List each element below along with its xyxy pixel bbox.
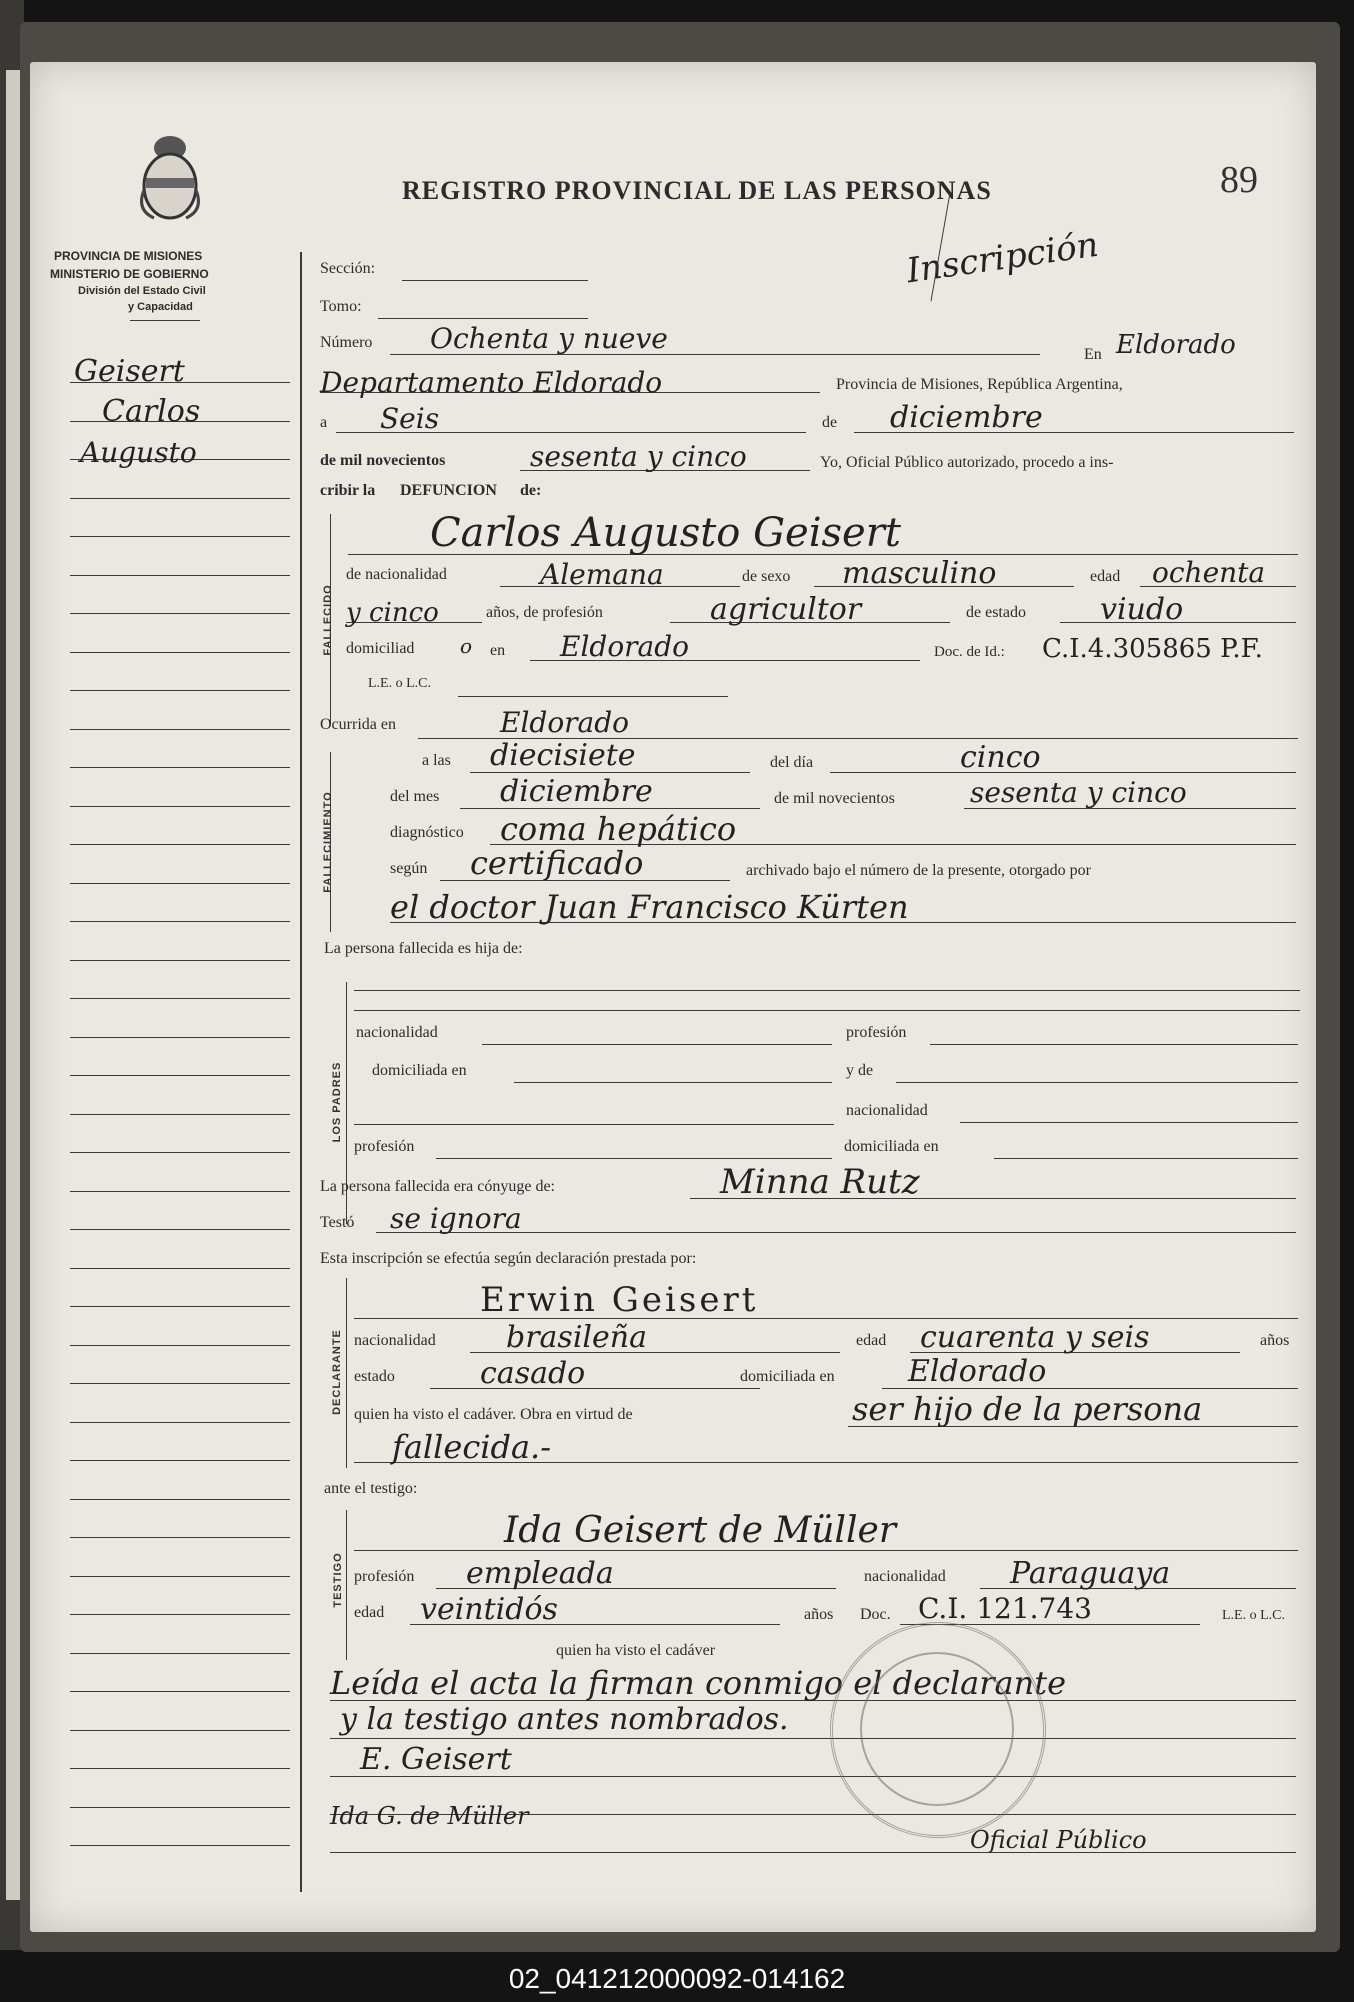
de-mil-label: de mil novecientos: [320, 452, 446, 469]
profesion-label: años, de profesión: [486, 604, 603, 621]
y-de-label: y de: [846, 1062, 874, 1079]
mes-value: diciembre: [890, 400, 1043, 435]
margin-rule: [70, 652, 290, 653]
quien-visto-label: quien ha visto el cadáver. Obra en virtud de: [354, 1406, 633, 1423]
edad-value-2: y cinco: [346, 598, 439, 628]
margin-rule: [70, 536, 290, 537]
image-id-caption: 02_041212000092-014162: [0, 1955, 1354, 2002]
conyuge-value: Minna Rutz: [720, 1162, 920, 1202]
coat-of-arms-icon: [134, 130, 206, 222]
diagnostico-value: coma hepático: [500, 810, 737, 848]
del-mes-label: del mes: [390, 788, 440, 805]
testigo-side-label: TESTIGO: [332, 1552, 344, 1608]
margin-rule: [70, 498, 290, 499]
test-nacionalidad-value: Paraguaya: [1010, 1556, 1171, 1591]
archivado-label: archivado bajo el número de la presente, otorgado por: [746, 862, 1091, 879]
a-label: a: [320, 414, 328, 431]
margin-rule: [70, 883, 290, 884]
margin-divider: [300, 252, 302, 1892]
cribir-label: cribir la: [320, 482, 376, 499]
margin-rule: [70, 1383, 290, 1384]
decl-edad-value: cuarenta y seis: [920, 1320, 1150, 1355]
mes-fallec-value: diciembre: [500, 774, 653, 809]
leida-value-1: Leída el acta la firman conmigo el declarante: [330, 1664, 1067, 1702]
division-label-1: División del Estado Civil: [78, 285, 206, 297]
test-le-lc-label: L.E. o L.C.: [1222, 1608, 1285, 1623]
ano-value: sesenta y cinco: [530, 440, 747, 473]
margin-rule: [70, 1152, 290, 1153]
margin-rule: [70, 1306, 290, 1307]
conyuge-label: La persona fallecida era cónyuge de:: [320, 1178, 555, 1195]
nacionalidad-label: de nacionalidad: [346, 566, 447, 583]
test-nacionalidad-label: nacionalidad: [864, 1568, 946, 1585]
margin-rule: [70, 1037, 290, 1038]
margin-rule: [70, 767, 290, 768]
test-edad-value: veintidós: [420, 1592, 558, 1627]
fallecimiento-side-label: FALLECIMIENTO: [322, 791, 334, 893]
register-page: [30, 62, 1316, 1932]
margin-rule: [70, 1345, 290, 1346]
test-anos-label: años: [804, 1606, 834, 1623]
test-edad-label: edad: [354, 1604, 385, 1621]
margin-rule: [70, 1537, 290, 1538]
margin-name-1: Carlos: [102, 394, 201, 429]
signature-testigo: Ida G. de Müller: [330, 1802, 529, 1830]
departamento-value: Departamento Eldorado: [320, 366, 663, 399]
provincia-label: Provincia de Misiones, República Argentina,: [836, 376, 1123, 393]
en-value: Eldorado: [1116, 330, 1236, 360]
domiciliad-label: domiciliad: [346, 640, 415, 657]
testo-label: Testó: [320, 1214, 355, 1231]
numero-value: Ochenta y nueve: [430, 322, 668, 355]
edad-value-1: ochenta: [1152, 556, 1266, 589]
decl-domiciliada-label: domiciliada en: [740, 1368, 835, 1385]
ocurrida-label: Ocurrida en: [320, 716, 396, 733]
padres-nacionalidad-2-label: nacionalidad: [846, 1102, 928, 1119]
test-doc-label: Doc.: [860, 1606, 891, 1623]
margin-rule: [70, 690, 290, 691]
padres-domiciliada-label: domiciliada en: [372, 1062, 467, 1079]
test-profesion-value: empleada: [466, 1556, 614, 1591]
diagnostico-label: diagnóstico: [390, 824, 464, 841]
register-title: REGISTRO PROVINCIAL DE LAS PERSONAS: [402, 176, 992, 205]
decl-anos-label: años: [1260, 1332, 1290, 1349]
domicilio-value: Eldorado: [560, 630, 690, 663]
decl-nacionalidad-label: nacionalidad: [354, 1332, 436, 1349]
margin-rule: [70, 1845, 290, 1846]
margin-surname: Geisert: [74, 354, 185, 389]
persona-hija-label: La persona fallecida es hija de:: [324, 940, 523, 957]
en-label: En: [1084, 346, 1102, 363]
test-profesion-label: profesión: [354, 1568, 415, 1585]
margin-rule: [70, 1768, 290, 1769]
padres-profesion-2-label: profesión: [354, 1138, 415, 1155]
a-las-label: a las: [422, 752, 451, 769]
defuncion-label: DEFUNCION: [400, 482, 497, 499]
signature-oficial: Oficial Público: [970, 1826, 1147, 1854]
margin-rule: [70, 1075, 290, 1076]
page-number: 89: [1220, 159, 1258, 201]
profesion-value: agricultor: [710, 592, 862, 627]
margin-rule: [70, 1730, 290, 1731]
margin-rule: [70, 1229, 290, 1230]
padres-domiciliada-2-label: domiciliada en: [844, 1138, 939, 1155]
le-lc-label: L.E. o L.C.: [368, 676, 431, 691]
decl-estado-value: casado: [480, 1356, 586, 1391]
medico-value: el doctor Juan Francisco Kürten: [390, 888, 909, 926]
decl-edad-label: edad: [856, 1332, 887, 1349]
seccion-label: Sección:: [320, 260, 376, 277]
decl-virtud-value-2: fallecida.-: [392, 1428, 552, 1466]
nombre-value: Carlos Augusto Geisert: [430, 510, 901, 556]
margin-rule: [70, 1460, 290, 1461]
de-mil-novecientos-label: de mil novecientos: [774, 790, 895, 807]
margin-rule: [70, 1422, 290, 1423]
margin-rule: [70, 575, 290, 576]
ante-testigo-label: ante el testigo:: [324, 1480, 418, 1497]
numero-label: Número: [320, 334, 373, 351]
declarante-side-label: DECLARANTE: [331, 1329, 343, 1415]
doc-id-label: Doc. de Id.:: [934, 644, 1005, 660]
margin-rule: [70, 613, 290, 614]
margin-rule: [70, 1691, 290, 1692]
decl-nacionalidad-value: brasileña: [506, 1320, 647, 1355]
del-dia-label: del día: [770, 754, 814, 771]
official-stamp-inner-icon: [860, 1652, 1014, 1806]
inscripcion-label: Esta inscripción se efectúa según declaración prestada por:: [320, 1250, 697, 1267]
estado-label: de estado: [966, 604, 1026, 621]
estado-value: viudo: [1100, 592, 1184, 627]
segun-label: según: [390, 860, 428, 877]
division-label-2: y Capacidad: [128, 301, 193, 313]
testigo-value: Ida Geisert de Müller: [504, 1510, 897, 1551]
ocurrida-value: Eldorado: [500, 706, 630, 739]
leida-value-2: y la testigo antes nombrados.: [340, 1702, 789, 1737]
margin-rule: [70, 921, 290, 922]
los-padres-side-label: LOS PADRES: [331, 1061, 343, 1143]
margin-rule: [70, 1114, 290, 1115]
margin-rule: [70, 1807, 290, 1808]
sexo-label: de sexo: [742, 568, 791, 585]
padres-profesion-label: profesión: [846, 1024, 907, 1041]
margin-rule: [70, 1653, 290, 1654]
yo-oficial-label: Yo, Oficial Público autorizado, procedo a ins-: [820, 454, 1114, 471]
tomo-label: Tomo:: [320, 298, 362, 315]
de-label: de: [822, 414, 838, 431]
nacionalidad-value: Alemana: [540, 558, 664, 591]
inscription-annotation: Inscripción: [904, 224, 1101, 292]
sexo-value: masculino: [842, 556, 997, 591]
edad-label: edad: [1090, 568, 1121, 585]
margin-rule: [70, 1191, 290, 1192]
province-label: PROVINCIA DE MISIONES: [54, 249, 203, 263]
decl-domicilio-value: Eldorado: [908, 1354, 1047, 1389]
signature-declarante: E. Geisert: [360, 1742, 512, 1777]
segun-value: certificado: [470, 844, 644, 882]
ano-fallec-value: sesenta y cinco: [970, 776, 1187, 809]
margin-rule: [70, 1499, 290, 1500]
margin-rule: [70, 960, 290, 961]
dia-fallec-value: cinco: [960, 740, 1041, 775]
margin-rule: [70, 729, 290, 730]
dia-value: Seis: [380, 402, 440, 435]
domicilio-en-label: en: [490, 642, 506, 659]
declarante-value: Erwin Geisert: [480, 1280, 759, 1320]
margin-rule: [70, 806, 290, 807]
domiciliad-suffix: o: [460, 634, 473, 658]
margin-rule: [70, 1614, 290, 1615]
hora-value: diecisiete: [490, 738, 636, 773]
test-doc-value: C.I. 121.743: [918, 1592, 1092, 1625]
fallecido-side-label: FALLECIDO: [322, 584, 334, 656]
padres-nacionalidad-label: nacionalidad: [356, 1024, 438, 1041]
margin-rule: [70, 1576, 290, 1577]
ministry-label: MINISTERIO DE GOBIERNO: [50, 267, 209, 281]
decl-virtud-value-1: ser hijo de la persona: [852, 1390, 1203, 1428]
doc-id-value: C.I.4.305865 P.F.: [1042, 634, 1263, 664]
testo-value: se ignora: [390, 1202, 522, 1235]
margin-rule: [70, 998, 290, 999]
margin-rule: [70, 844, 290, 845]
quien-visto-2-label: quien ha visto el cadáver: [556, 1642, 716, 1659]
margin-name-2: Augusto: [80, 436, 197, 469]
de-colon-label: de:: [520, 482, 542, 499]
margin-rule: [70, 1268, 290, 1269]
decl-estado-label: estado: [354, 1368, 395, 1385]
